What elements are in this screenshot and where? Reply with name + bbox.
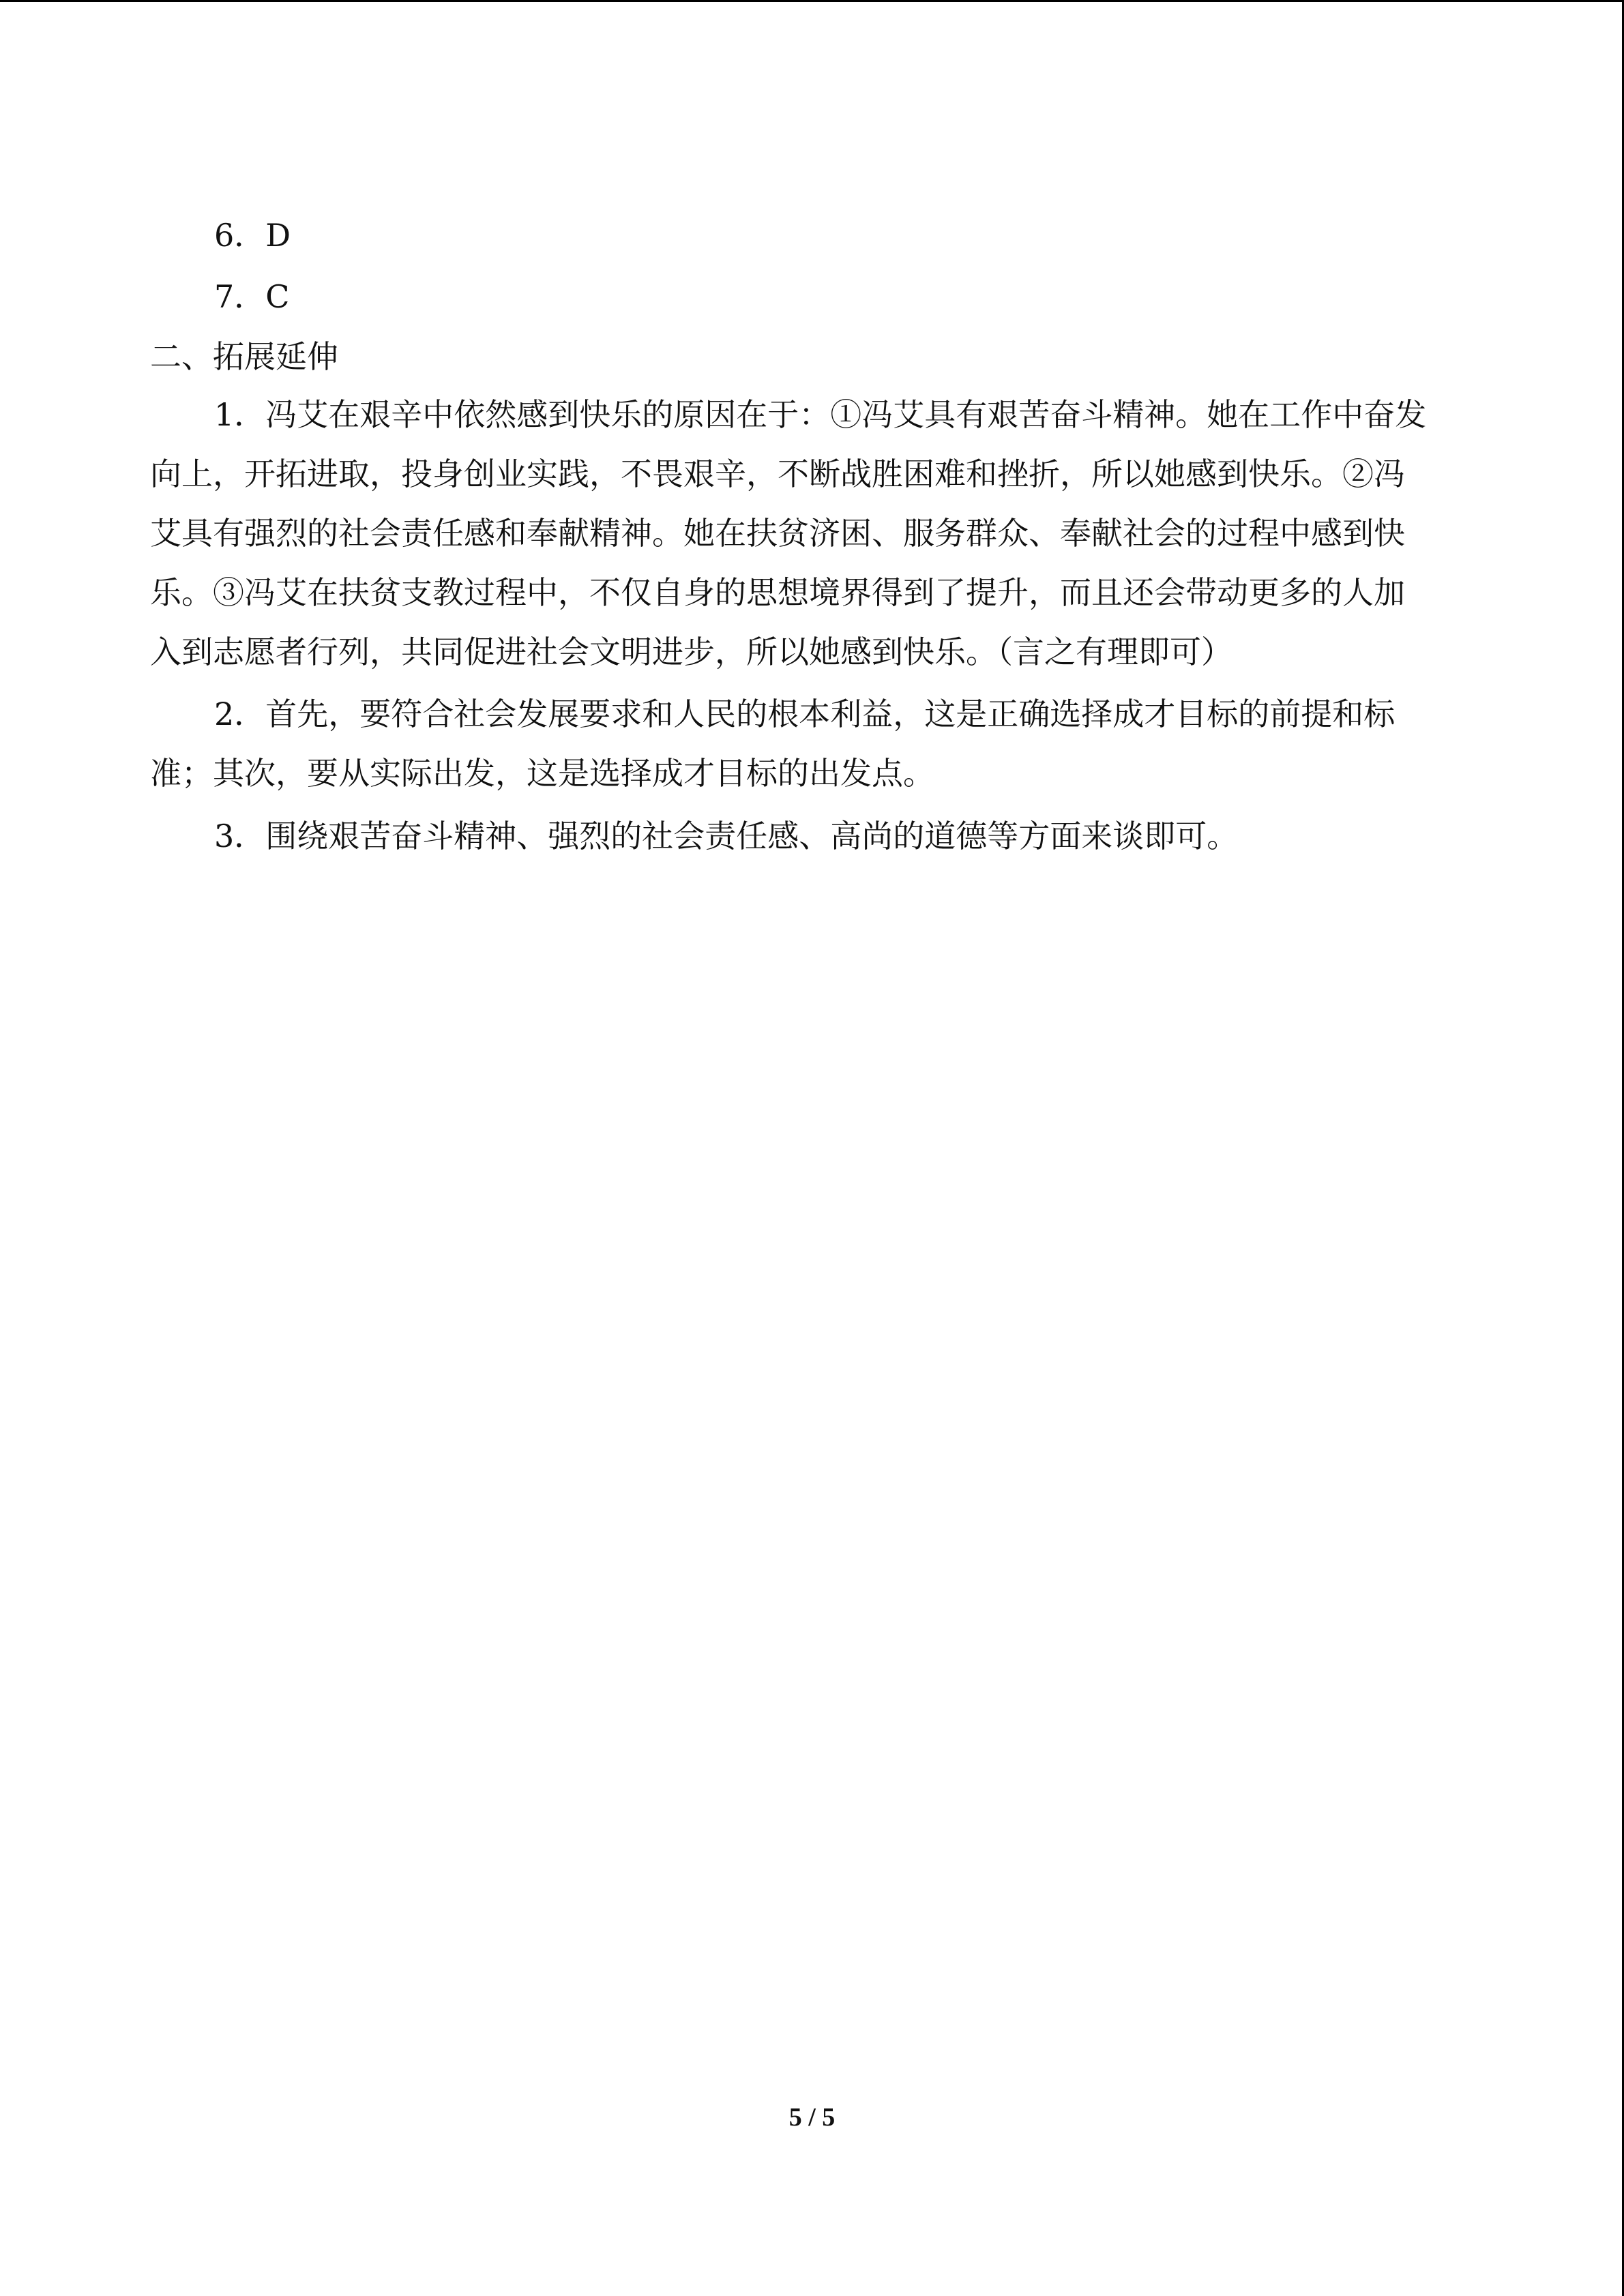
section-title: 二、拓展延伸 bbox=[150, 338, 338, 375]
item3-line1: 3．围绕艰苦奋斗精神、强烈的社会责任感、高尚的道德等方面来谈即可。 bbox=[214, 818, 1239, 854]
page-top-border bbox=[0, 0, 1624, 2]
item2-line2: 准；其次，要从实际出发，这是选择成才目标的出发点。 bbox=[150, 755, 934, 792]
item1-line1: 1．冯艾在艰辛中依然感到快乐的原因在于：①冯艾具有艰苦奋斗精神。她在工作中奋发 bbox=[214, 396, 1427, 433]
page-number: 5 / 5 bbox=[788, 2103, 836, 2132]
item1-line5: 入到志愿者行列，共同促进社会文明进步，所以她感到快乐。（言之有理即可） bbox=[150, 633, 1232, 670]
item1-line3: 艾具有强烈的社会责任感和奉献精神。她在扶贫济困、服务群众、奉献社会的过程中感到快 bbox=[150, 515, 1405, 552]
item1-line4: 乐。③冯艾在扶贫支教过程中，不仅自身的思想境界得到了提升，而且还会带动更多的人加 bbox=[150, 574, 1405, 611]
answer-7: 7．C bbox=[214, 278, 290, 315]
answer-6: 6．D bbox=[214, 217, 291, 254]
item1-line2: 向上，开拓进取，投身创业实践，不畏艰辛，不断战胜困难和挫折，所以她感到快乐。②冯 bbox=[150, 456, 1405, 492]
item2-line1: 2．首先，要符合社会发展要求和人民的根本利益，这是正确选择成才目标的前提和标 bbox=[214, 696, 1396, 732]
